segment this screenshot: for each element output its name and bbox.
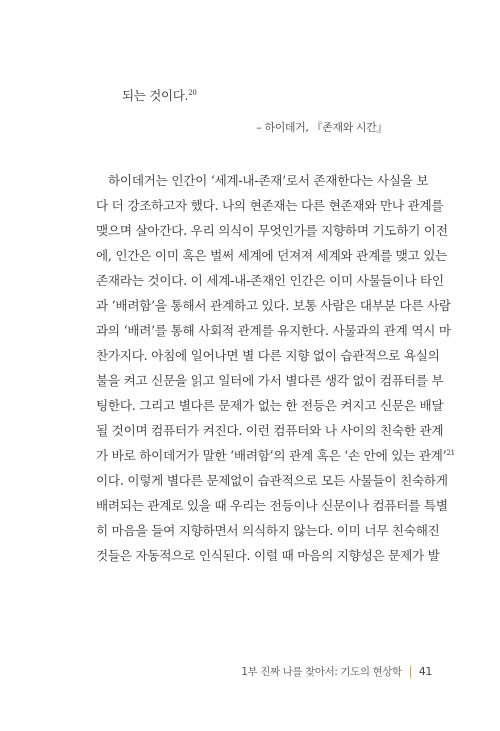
quote-ending <box>122 86 197 104</box>
footnote-marker: 20 <box>188 88 197 97</box>
text-line: 것들은 자동적으로 인식된다. 이럴 때 마음의 지향성은 문제가 발 <box>96 548 440 563</box>
page-number: 41 <box>418 665 432 678</box>
quote-ending-text: 되는 것이다. <box>122 88 189 103</box>
text-line: 맺으며 살아간다. 우리 의식이 무엇인가를 지향하며 기도하기 이전 <box>96 223 448 238</box>
text-line: 히 마음을 들여 지향하면서 의식하지 않는다. 이미 너무 친숙해진 <box>96 523 440 538</box>
text-line: 될 것이며 컴퓨터가 켜진다. 이런 컴퓨터와 나 사이의 친숙한 관계 <box>96 423 444 438</box>
footer-divider <box>410 666 411 678</box>
text-line: 팅한다. 그리고 별다른 문제가 없는 한 전등은 켜지고 신문은 배달 <box>96 398 444 413</box>
text-line: 과 ‘배려함’을 통해서 관계하고 있다. 보통 사람은 대부분 다른 사람 <box>96 298 451 313</box>
text-line: 존재라는 것이다. 이 세계-내-존재인 인간은 이미 사물들이나 타인 <box>96 273 444 288</box>
text-line: 불을 켜고 신문을 읽고 일터에 가서 별다른 생각 없이 컴퓨터를 부 <box>96 373 444 388</box>
text-line: 하이데거는 인간이 ‘세계-내-존재’로서 존재한다는 사실을 보 <box>108 173 429 188</box>
text-line: 가 바로 하이데거가 말한 ‘배려함’의 관계 혹은 ‘손 안에 있는 관계’$^{21}$ <box>96 448 455 463</box>
text-line: 에, 인간은 이미 혹은 벌써 세계에 던져져 세계와 관계를 맺고 있는 <box>96 248 448 263</box>
quote-attribution: – 하이데거, 『존재와 시간』 <box>256 121 387 134</box>
running-title: 1부 진짜 나를 찾아서: 기도의 현상학 <box>241 666 402 678</box>
text-line: 과의 ‘배려’를 통해 사회적 관계를 유지한다. 사물과의 관계 역시 마 <box>96 323 451 338</box>
text-line: 찬가지다. 아침에 일어나면 별 다른 지향 없이 습관적으로 욕실의 <box>96 348 440 363</box>
text-line: 이다. 이렇게 별다른 문제없이 습관적으로 모든 사물들이 친숙하게 <box>96 473 448 488</box>
page-footer <box>241 664 432 679</box>
footnote-marker: 21 <box>446 448 455 457</box>
text-line: 다 더 강조하고자 했다. 나의 현존재는 다른 현존재와 만나 관계를 <box>96 198 444 213</box>
body-paragraph <box>96 168 455 568</box>
text-line: 배려되는 관계로 있을 때 우리는 전등이나 신문이나 컴퓨터를 특별 <box>96 498 448 513</box>
